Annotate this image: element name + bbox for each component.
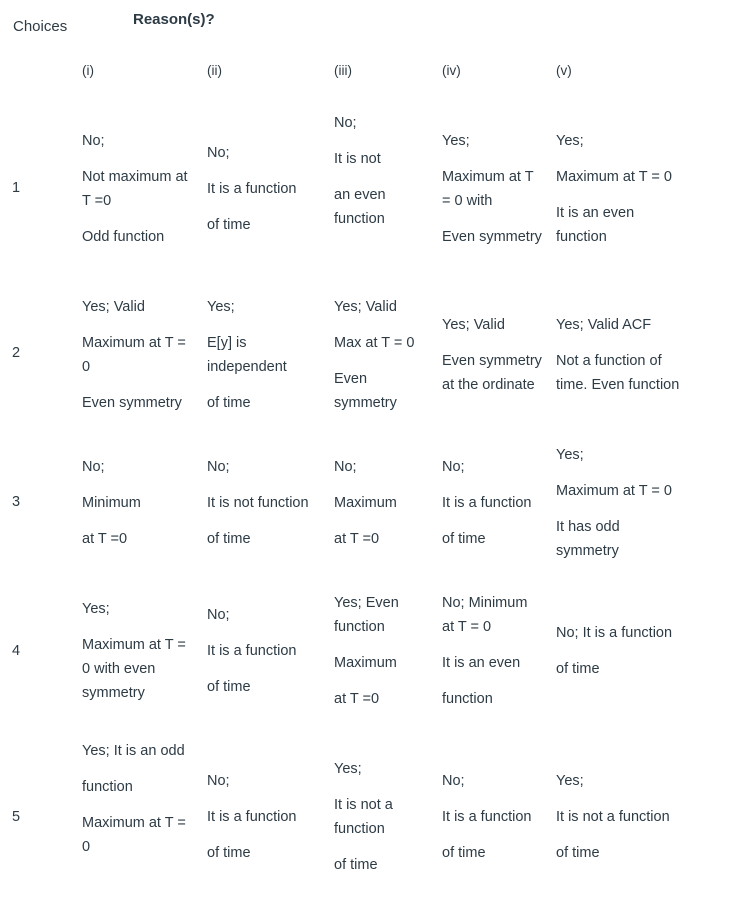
reason-line: No; It is a function [556, 625, 673, 641]
reason-line: Even [334, 371, 368, 387]
reason-line: Maximum [334, 495, 397, 511]
reason-line: It is not [334, 151, 381, 167]
reason-line: at the ordinate [442, 377, 535, 393]
reason-line: independent [207, 359, 287, 375]
reason-line: It is not a function [556, 809, 670, 825]
reason-line: Yes; It is an odd [82, 743, 185, 759]
reason-line: Yes; [556, 133, 584, 149]
choice-number: 2 [12, 345, 21, 361]
column-header-ii: (ii) [207, 63, 222, 78]
reason-line: It is not function [207, 495, 309, 511]
reason-line: at T =0 [334, 691, 380, 707]
reason-line: Yes; [207, 299, 235, 315]
reason-line: time. Even function [556, 377, 680, 393]
reason-line: No; [207, 145, 230, 161]
reason-line: of time [442, 531, 486, 547]
reason-line: Maximum at T = 0 [556, 483, 672, 499]
reason-line: No; [207, 459, 230, 475]
reason-line: Yes; [442, 133, 470, 149]
reason-line: 0 [82, 359, 91, 375]
reason-line: of time [442, 845, 486, 861]
reason-line: of time [556, 845, 600, 861]
choice-number: 5 [12, 809, 21, 825]
choice-number: 3 [12, 494, 21, 510]
reason-line: Yes; Valid [334, 299, 397, 315]
reason-line: Yes; Valid [82, 299, 145, 315]
reason-line: Even symmetry [442, 353, 542, 369]
reason-line: = 0 with [442, 193, 493, 209]
reason-line: Not maximum at [82, 169, 188, 185]
reason-line: Maximum at T [442, 169, 534, 185]
reason-line: Even symmetry [442, 229, 542, 245]
reason-line: It is a function [207, 809, 297, 825]
reason-line: at T =0 [334, 531, 380, 547]
reason-line: No; [82, 133, 105, 149]
reason-line: No; [334, 115, 357, 131]
reason-line: of time [207, 845, 251, 861]
column-header-i: (i) [82, 63, 94, 78]
reason-line: 0 [82, 839, 91, 855]
reason-line: of time [207, 531, 251, 547]
reason-line: at T =0 [82, 531, 128, 547]
reason-line: No; [82, 459, 105, 475]
reason-line: Max at T = 0 [334, 335, 415, 351]
reason-line: of time [207, 679, 251, 695]
reason-line: Yes; Even [334, 595, 399, 611]
reason-line: Maximum at T = [82, 815, 186, 831]
reason-line: Maximum at T = [82, 637, 186, 653]
reason-line: Yes; Valid ACF [556, 317, 652, 333]
reason-line: function [334, 211, 385, 227]
reason-line: of time [207, 395, 251, 411]
reason-line: Yes; [82, 601, 110, 617]
column-header-iv: (iv) [442, 63, 461, 78]
reason-line: symmetry [334, 395, 397, 411]
reason-line: of time [207, 217, 251, 233]
reason-line: Yes; [556, 447, 584, 463]
reason-line: It is an even [442, 655, 521, 671]
choice-number: 4 [12, 643, 21, 659]
reason-line: It is a function [442, 495, 532, 511]
reason-line: It is an even [556, 205, 635, 221]
reason-line: function [556, 229, 607, 245]
reason-line: function [82, 779, 133, 795]
reasons-header: Reason(s)? [133, 11, 215, 28]
reason-line: Minimum [82, 495, 141, 511]
reason-line: function [334, 619, 385, 635]
reason-line: It is not a [334, 797, 393, 813]
reason-line: an even [334, 187, 386, 203]
reason-line: Maximum at T = 0 [556, 169, 672, 185]
reason-line: Maximum [334, 655, 397, 671]
reason-line: Even symmetry [82, 395, 182, 411]
reason-line: Yes; Valid [442, 317, 505, 333]
reason-line: of time [556, 661, 600, 677]
reason-line: symmetry [556, 543, 619, 559]
reason-line: Yes; [556, 773, 584, 789]
reason-line: function [334, 821, 385, 837]
reason-line: No; [334, 459, 357, 475]
column-header-v: (v) [556, 63, 572, 78]
reason-line: No; [207, 773, 230, 789]
reason-line: No; [442, 459, 465, 475]
choices-header: Choices [13, 18, 68, 35]
reason-line: E[y] is [207, 335, 247, 351]
reason-line: symmetry [82, 685, 145, 701]
reason-line: 0 with even [82, 661, 156, 677]
reason-line: Odd function [82, 229, 165, 245]
reason-line: at T = 0 [442, 619, 492, 635]
reason-line: Yes; [334, 761, 362, 777]
reason-line: Not a function of [556, 353, 662, 369]
reason-line: of time [334, 857, 378, 873]
reason-line: Maximum at T = [82, 335, 186, 351]
reason-line: It is a function [442, 809, 532, 825]
reason-line: T =0 [82, 193, 112, 209]
reason-line: No; [207, 607, 230, 623]
reason-line: It is a function [207, 643, 297, 659]
column-header-iii: (iii) [334, 63, 352, 78]
reason-line: It has odd [556, 519, 620, 535]
reason-line: No; Minimum [442, 595, 528, 611]
reason-line: It is a function [207, 181, 297, 197]
choice-number: 1 [12, 180, 21, 196]
reason-line: No; [442, 773, 465, 789]
reason-line: function [442, 691, 493, 707]
